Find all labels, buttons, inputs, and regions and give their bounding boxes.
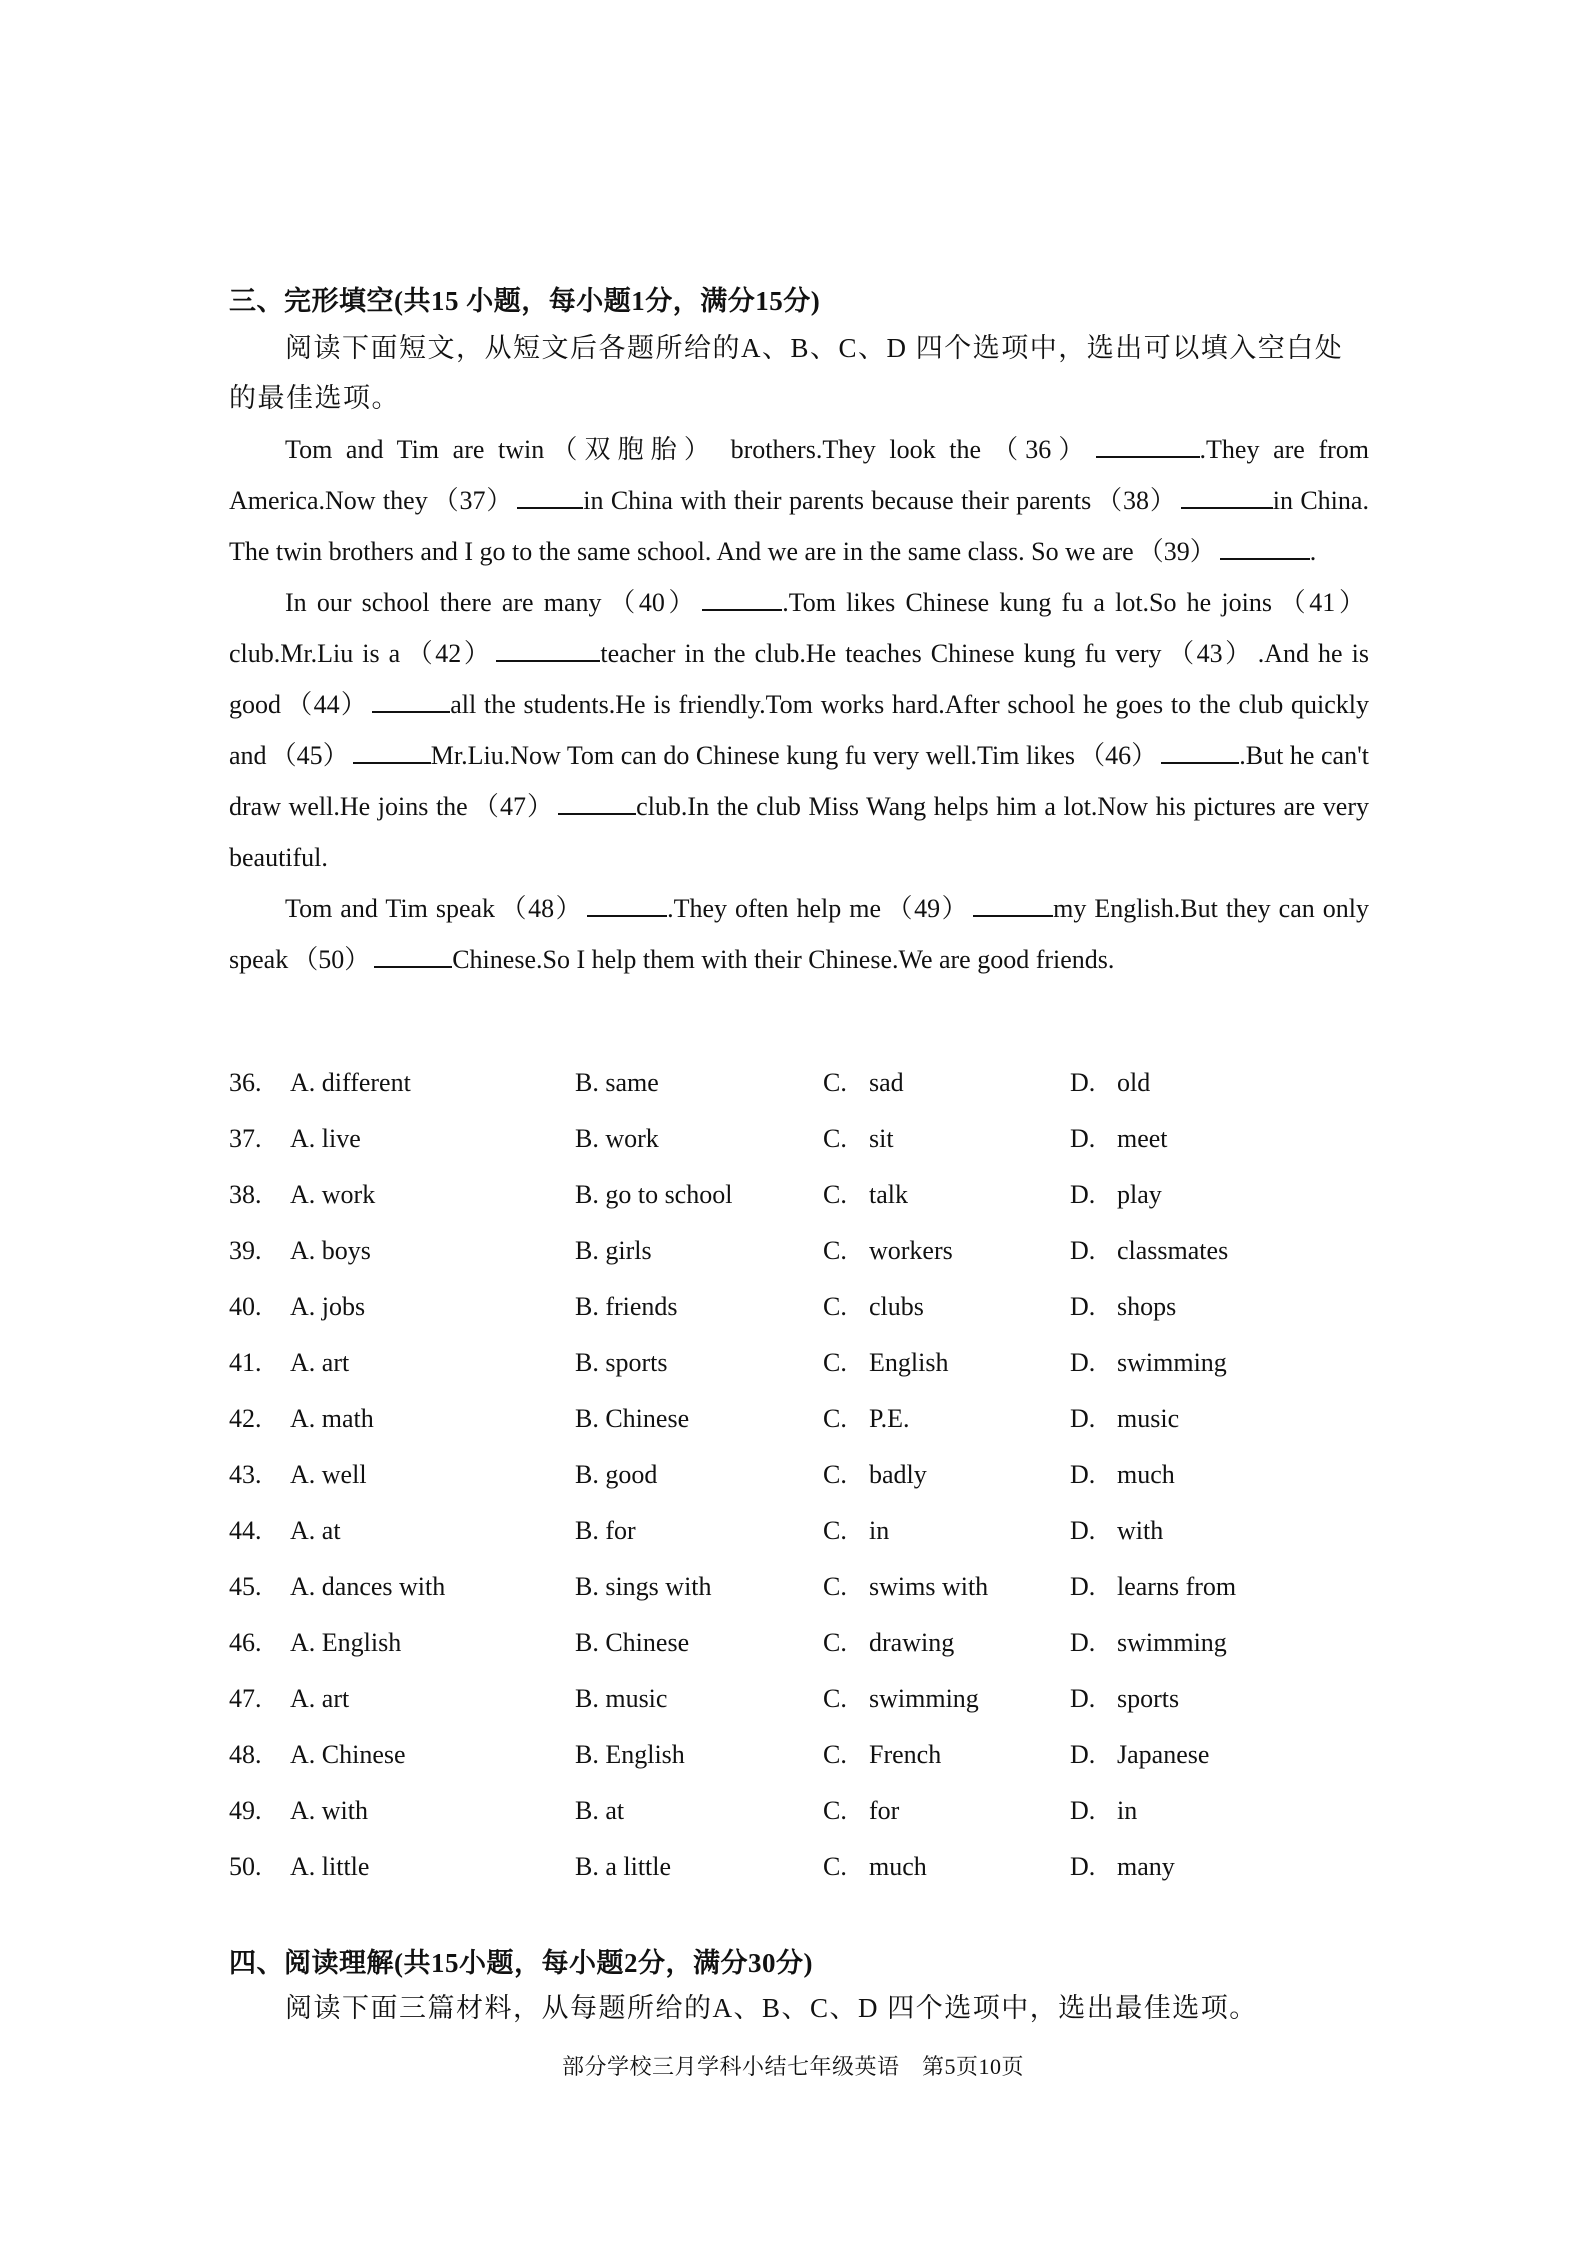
question-marker-48: （48）: [499, 894, 584, 923]
option-c-label: C.: [823, 1292, 847, 1321]
answer-blank-37[interactable]: [517, 485, 583, 509]
answer-blank-36[interactable]: [1096, 434, 1200, 458]
option-a[interactable]: A. art: [290, 1348, 350, 1377]
question-marker-36: （36）: [985, 435, 1092, 464]
question-marker-45: （45）: [270, 741, 349, 770]
option-a[interactable]: A. well: [290, 1460, 367, 1489]
option-c[interactable]: clubs: [869, 1292, 924, 1321]
option-d[interactable]: meet: [1117, 1124, 1168, 1153]
option-a[interactable]: A. English: [290, 1628, 402, 1657]
question-row: [229, 1396, 1369, 1452]
option-d[interactable]: many: [1117, 1852, 1175, 1881]
question-row: [229, 1788, 1369, 1844]
section-3-instruction: 阅读下面短文，从短文后各题所给的A、B、C、D 四个选项中，选出可以填入空白处的最佳选项。: [229, 333, 1344, 413]
option-b[interactable]: B. work: [575, 1124, 659, 1153]
option-d-label: D.: [1070, 1404, 1096, 1433]
question-marker-47: （47）: [471, 792, 555, 821]
question-number: 38.: [229, 1180, 262, 1209]
option-d-label: D.: [1070, 1516, 1096, 1545]
question-row: [229, 1284, 1369, 1340]
option-c-label: C.: [823, 1236, 847, 1265]
question-marker-40: （40）: [605, 588, 699, 617]
question-number: 36.: [229, 1068, 262, 1097]
option-d-label: D.: [1070, 1796, 1096, 1825]
answer-blank-38[interactable]: [1181, 485, 1273, 509]
question-row: [229, 1116, 1369, 1172]
option-d-label: D.: [1070, 1628, 1096, 1657]
answer-blank-39[interactable]: [1220, 536, 1310, 560]
question-marker-38: （38）: [1095, 486, 1177, 515]
option-d-label: D.: [1070, 1124, 1096, 1153]
answer-blank-50[interactable]: [374, 944, 452, 968]
option-d[interactable]: learns from: [1117, 1572, 1237, 1601]
option-a[interactable]: A. jobs: [290, 1292, 366, 1321]
option-c-label: C.: [823, 1460, 847, 1489]
question-number: 48.: [229, 1740, 262, 1769]
option-c[interactable]: French: [869, 1740, 942, 1769]
question-number: 40.: [229, 1292, 262, 1321]
option-c-label: C.: [823, 1348, 847, 1377]
option-c[interactable]: sad: [869, 1068, 904, 1097]
question-row: [229, 1564, 1369, 1620]
option-b[interactable]: B. good: [575, 1460, 658, 1489]
option-d[interactable]: music: [1117, 1404, 1180, 1433]
question-number: 46.: [229, 1628, 262, 1657]
option-d[interactable]: sports: [1117, 1684, 1180, 1713]
question-row: [229, 1228, 1369, 1284]
page-footer: 部分学校三月学科小结七年级英语 第5页10页: [561, 2054, 1024, 2079]
option-c[interactable]: P.E.: [869, 1404, 910, 1433]
question-row: [229, 1172, 1369, 1228]
option-c-label: C.: [823, 1068, 847, 1097]
option-b[interactable]: B. sings with: [575, 1572, 712, 1601]
question-marker-44: （44）: [285, 690, 369, 719]
option-d-label: D.: [1070, 1852, 1096, 1881]
option-d[interactable]: swimming: [1117, 1628, 1227, 1657]
question-row: [229, 1508, 1369, 1564]
question-marker-42: （42）: [404, 639, 493, 668]
option-a[interactable]: A. art: [290, 1684, 350, 1713]
section-4-instruction: 阅读下面三篇材料，从每题所给的A、B、C、D 四个选项中，选出最佳选项。: [285, 1993, 1258, 2023]
option-b[interactable]: B. Chinese: [575, 1628, 690, 1657]
option-b[interactable]: B. at: [575, 1796, 625, 1825]
option-a[interactable]: A. dances with: [290, 1572, 446, 1601]
question-number: 43.: [229, 1460, 262, 1489]
option-c[interactable]: sit: [869, 1124, 894, 1153]
option-c[interactable]: workers: [869, 1236, 953, 1265]
section-4-heading: 四、阅读理解(共15小题，每小题2分，满分30分): [229, 1948, 813, 1978]
question-number: 49.: [229, 1796, 262, 1825]
option-a[interactable]: A. at: [290, 1516, 341, 1545]
option-b[interactable]: B. music: [575, 1684, 668, 1713]
option-d-label: D.: [1070, 1236, 1096, 1265]
option-d-label: D.: [1070, 1348, 1096, 1377]
option-a[interactable]: A. Chinese: [290, 1740, 406, 1769]
question-number: 44.: [229, 1516, 262, 1545]
question-marker-37: （37）: [431, 486, 514, 515]
question-marker-43: （43）: [1165, 639, 1254, 668]
option-c[interactable]: much: [869, 1852, 927, 1881]
option-c-label: C.: [823, 1516, 847, 1545]
option-a[interactable]: A. with: [290, 1796, 368, 1825]
option-c-label: C.: [823, 1852, 847, 1881]
option-c[interactable]: badly: [869, 1460, 927, 1489]
option-c[interactable]: talk: [869, 1180, 908, 1209]
answer-blank-46[interactable]: [1161, 740, 1239, 764]
answer-blank-45[interactable]: [353, 740, 431, 764]
question-marker-49: （49）: [885, 894, 970, 923]
option-d[interactable]: play: [1117, 1180, 1162, 1209]
question-row: [229, 1620, 1369, 1676]
answer-blank-49[interactable]: [973, 893, 1053, 917]
question-number: 45.: [229, 1572, 262, 1601]
option-b[interactable]: B. a little: [575, 1852, 672, 1881]
option-c[interactable]: in: [869, 1516, 890, 1545]
option-d[interactable]: swimming: [1117, 1348, 1227, 1377]
option-b[interactable]: B. friends: [575, 1292, 678, 1321]
question-number: 47.: [229, 1684, 262, 1713]
option-b[interactable]: B. girls: [575, 1236, 652, 1265]
question-number: 42.: [229, 1404, 262, 1433]
question-marker-50: （50）: [292, 945, 371, 974]
option-c-label: C.: [823, 1404, 847, 1433]
passage-paragraph-3: Tom and Tim speak （48） .They often help me （49） my English.But they can only speak （50） Chinese.So I help them with their Chinese.We are good friends.: [229, 894, 1369, 974]
option-c[interactable]: swims with: [869, 1572, 989, 1601]
question-row: [229, 1732, 1369, 1788]
option-c-label: C.: [823, 1740, 847, 1769]
option-b[interactable]: B. for: [575, 1516, 636, 1545]
question-marker-41: （41）: [1275, 588, 1365, 617]
option-d-label: D.: [1070, 1292, 1096, 1321]
option-c[interactable]: for: [869, 1796, 900, 1825]
question-row: [229, 1060, 1369, 1116]
option-c-label: C.: [823, 1628, 847, 1657]
question-number: 37.: [229, 1124, 262, 1153]
option-c[interactable]: English: [869, 1348, 949, 1377]
option-d-label: D.: [1070, 1180, 1096, 1209]
option-d[interactable]: much: [1117, 1460, 1175, 1489]
option-c[interactable]: drawing: [869, 1628, 955, 1657]
option-d[interactable]: shops: [1117, 1292, 1177, 1321]
option-a[interactable]: A. math: [290, 1404, 374, 1433]
option-c-label: C.: [823, 1684, 847, 1713]
option-c-label: C.: [823, 1572, 847, 1601]
question-row: [229, 1844, 1369, 1900]
cloze-passage: [229, 424, 1369, 985]
question-number: 39.: [229, 1236, 262, 1265]
option-d-label: D.: [1070, 1460, 1096, 1489]
option-c-label: C.: [823, 1124, 847, 1153]
question-number: 41.: [229, 1348, 262, 1377]
option-b[interactable]: B. same: [575, 1068, 659, 1097]
option-b[interactable]: B. sports: [575, 1348, 668, 1377]
option-d[interactable]: old: [1117, 1068, 1151, 1097]
answer-options-list: [229, 1060, 1369, 1900]
option-c-label: C.: [823, 1796, 847, 1825]
option-d[interactable]: Japanese: [1117, 1740, 1210, 1769]
answer-blank-47[interactable]: [558, 791, 636, 815]
question-row: [229, 1676, 1369, 1732]
option-b[interactable]: B. go to school: [575, 1180, 733, 1209]
answer-blank-40[interactable]: [702, 587, 782, 611]
option-a[interactable]: A. little: [290, 1852, 370, 1881]
answer-blank-48[interactable]: [587, 893, 667, 917]
option-d-label: D.: [1070, 1572, 1096, 1601]
question-row: [229, 1340, 1369, 1396]
option-d-label: D.: [1070, 1740, 1096, 1769]
question-row: [229, 1452, 1369, 1508]
answer-blank-42[interactable]: [496, 638, 600, 662]
question-marker-39: （39）: [1137, 537, 1216, 566]
option-d[interactable]: classmates: [1117, 1236, 1229, 1265]
option-a[interactable]: A. live: [290, 1124, 361, 1153]
question-number: 50.: [229, 1852, 262, 1881]
section-3-heading: 三、完形填空(共15 小题，每小题1分，满分15分): [229, 286, 821, 316]
option-d-label: D.: [1070, 1684, 1096, 1713]
option-b[interactable]: B. Chinese: [575, 1404, 690, 1433]
passage-paragraph-1: Tom and Tim are twin（双胞胎） brothers.They look the （36） .They are from America.Now they （37） in China with their parents because their parents （38） in China. The twin brothers and I go to the same school. And we are in the same class. So we are （39） .: [229, 435, 1369, 566]
question-marker-46: （46）: [1079, 741, 1158, 770]
option-a[interactable]: A. different: [290, 1068, 411, 1097]
option-d[interactable]: in: [1117, 1796, 1138, 1825]
option-c[interactable]: swimming: [869, 1684, 979, 1713]
option-d[interactable]: with: [1117, 1516, 1164, 1545]
passage-paragraph-2: In our school there are many （40） .Tom likes Chinese kung fu a lot.So he joins （41）club.Mr.Liu is a （42） teacher in the club.He teaches Chinese kung fu very （43） .And he is good （44） all the students.He is friendly.Tom works hard.After school he goes to the club quickly and （45） Mr.Liu.Now Tom can do Chinese kung fu very well.Tim likes （46） .But he can't draw well.He joins the （47） club.In the club Miss Wang helps him a lot.Now his pictures are very beautiful.: [229, 588, 1369, 872]
answer-blank-44[interactable]: [372, 689, 450, 713]
option-b[interactable]: B. English: [575, 1740, 685, 1769]
option-c-label: C.: [823, 1180, 847, 1209]
option-a[interactable]: A. boys: [290, 1236, 371, 1265]
option-a[interactable]: A. work: [290, 1180, 376, 1209]
option-d-label: D.: [1070, 1068, 1096, 1097]
